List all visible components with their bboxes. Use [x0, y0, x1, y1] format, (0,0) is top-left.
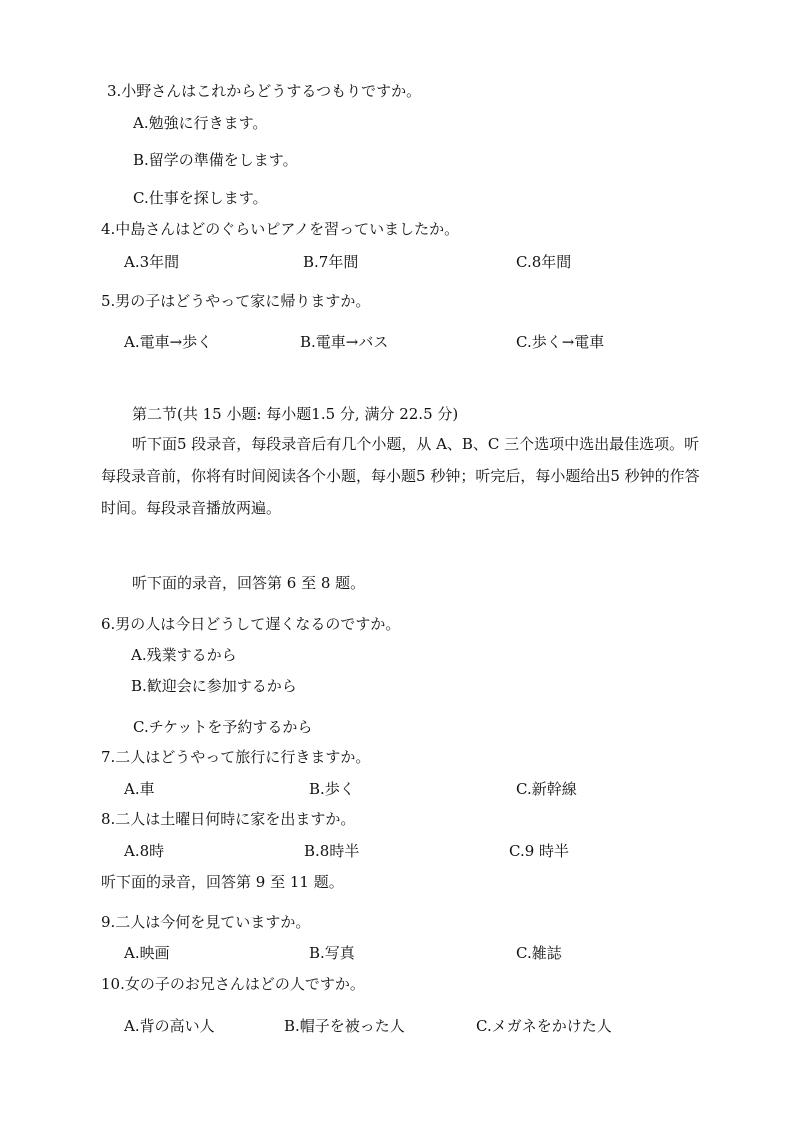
q8-option-c: C.9 時半: [509, 842, 570, 860]
listen-instruction-9-11: 听下面的录音，回答第 9 至 11 题。: [101, 873, 344, 891]
q10-option-b: B.帽子を被った人: [284, 1017, 405, 1035]
q6-option-c: C.チケットを予約するから: [133, 718, 313, 736]
q10-option-c: C.メガネをかけた人: [476, 1017, 612, 1035]
question-7: 7.二人はどうやって旅行に行きますか。: [101, 748, 371, 766]
q4-option-c: C.8年間: [516, 253, 572, 271]
question-5: 5.男の子はどうやって家に帰りますか。: [101, 292, 371, 310]
listen-instruction-6-8: 听下面的录音，回答第 6 至 8 题。: [132, 574, 366, 592]
q7-option-b: B.歩く: [309, 780, 355, 798]
q4-option-b: B.7年間: [303, 253, 359, 271]
q10-option-a: A.背の高い人: [124, 1017, 215, 1035]
section-2-heading: 第二节(共 15 小题: 每小题1.5 分, 满分 22.5 分): [132, 405, 459, 423]
question-6: 6.男の人は今日どうして遅くなるのですか。: [101, 615, 401, 633]
q5-option-a: A.電車→歩く: [124, 333, 213, 351]
question-9: 9.二人は今何を見ていますか。: [101, 913, 311, 931]
section-2-instructions: 听下面5 段录音，每段录音后有几个小题，从 A、B、C 三个选项中选出最佳选项。听每段录音前，你将有时间阅读各个小题，每小题5 秒钟；听完后，每小题给出5 秒钟的作答时间。每段录音播放两遍。: [101, 435, 700, 517]
q9-option-c: C.雑誌: [516, 944, 562, 962]
q7-option-a: A.車: [124, 780, 155, 798]
q8-option-b: B.8時半: [304, 842, 360, 860]
q7-option-c: C.新幹線: [516, 780, 577, 798]
q3-option-a: A.勉強に行きます。: [133, 114, 268, 132]
q5-option-b: B.電車→バス: [300, 333, 389, 351]
q8-option-a: A.8時: [124, 842, 165, 860]
q9-option-b: B.写真: [309, 944, 355, 962]
question-3: 3.小野さんはこれからどうするつもりですか。: [107, 82, 422, 100]
question-4: 4.中島さんはどのぐらいピアノを習っていましたか。: [101, 220, 460, 238]
q6-option-b: B.歓迎会に参加するから: [131, 677, 297, 695]
q3-option-c: C.仕事を探します。: [133, 189, 268, 207]
q9-option-a: A.映画: [124, 944, 170, 962]
question-8: 8.二人は土曜日何時に家を出ますか。: [101, 810, 356, 828]
q3-option-b: B.留学の準備をします。: [133, 151, 298, 169]
q4-option-a: A.3年間: [124, 253, 180, 271]
q6-option-a: A.残業するから: [131, 646, 237, 664]
q5-option-c: C.歩く→電車: [516, 333, 605, 351]
question-10: 10.女の子のお兄さんはどの人ですか。: [101, 975, 365, 993]
